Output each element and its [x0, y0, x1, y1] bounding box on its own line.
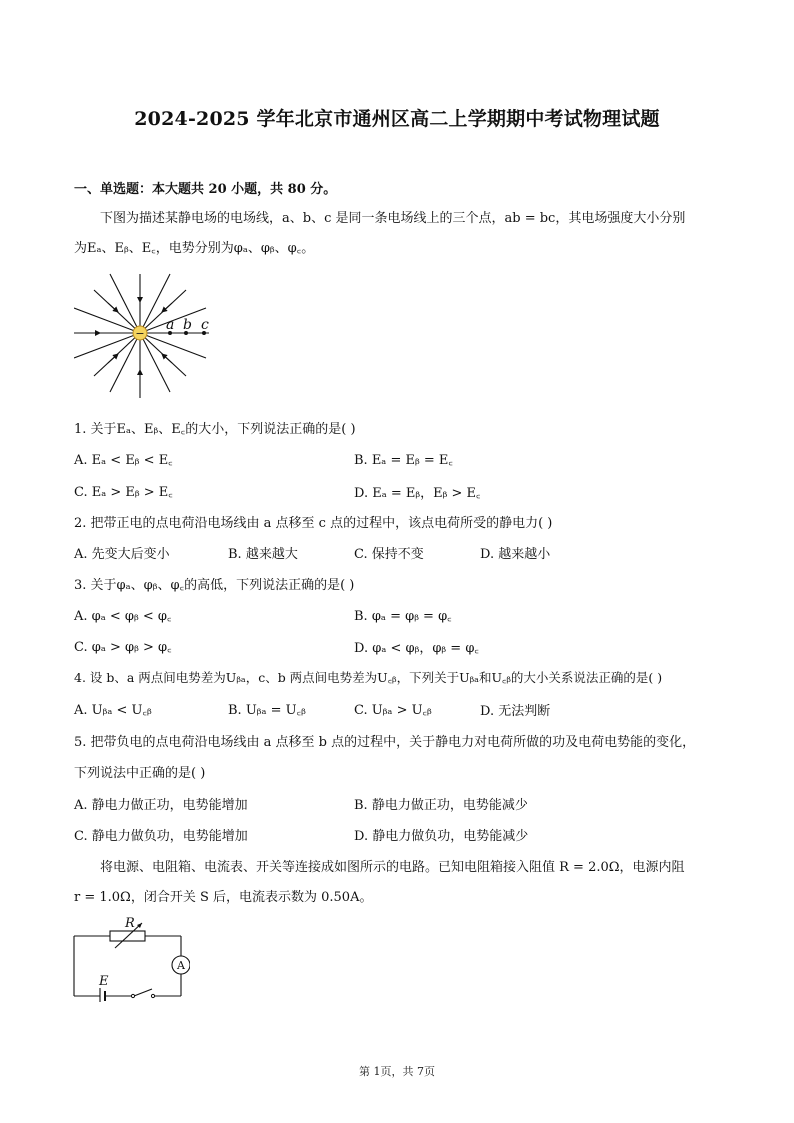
question-4-stem: 4. 设 b、a 两点间电势差为Uᵦₐ，c、b 两点间电势差为U꜀ᵦ，下列关于Uᵦₐ和U꜀ᵦ的大小关系说法正确的是( ): [74, 670, 663, 685]
question-3-option-b[interactable]: B. φₐ = φᵦ = φ꜀: [354, 609, 452, 624]
question-3-stem: 3. 关于φₐ、φᵦ、φ꜀的高低，下列说法正确的是( ): [74, 578, 355, 593]
question-1-option-c[interactable]: C. Eₐ > Eᵦ > E꜀: [74, 485, 173, 500]
circuit-intro-line2: r = 1.0Ω，闭合开关 S 后，电流表示数为 0.50A。: [74, 890, 373, 905]
point-c-label: c: [201, 317, 209, 333]
question-3-option-c[interactable]: C. φₐ > φᵦ > φ꜀: [74, 640, 172, 655]
ammeter-label: A: [177, 959, 185, 972]
resistor-label: R: [125, 916, 135, 931]
battery-label: E: [99, 974, 109, 989]
question-1-option-d[interactable]: D. Eₐ = Eᵦ，Eᵦ > E꜀: [354, 486, 481, 501]
question-4-option-d[interactable]: D. 无法判断: [480, 704, 551, 719]
circuit-figure: [70, 910, 190, 1002]
page-footer: 第 1页，共 7页: [359, 1065, 435, 1078]
point-a-label: a: [166, 317, 175, 333]
switch-contact: [151, 994, 154, 997]
question-1-option-b[interactable]: B. Eₐ = Eᵦ = E꜀: [354, 453, 453, 468]
page-title: 2024-2025 学年北京市通州区高二上学期期中考试物理试题: [134, 108, 660, 130]
question-2-stem: 2. 把带正电的点电荷沿电场线由 a 点移至 c 点的过程中，该点电荷所受的静电力( ): [74, 516, 553, 531]
intro-paragraph-line1: 下图为描述某静电场的电场线，a、b、c 是同一条电场线上的三个点，ab = bc，其电场强度大小分别: [100, 211, 686, 226]
question-5-option-a[interactable]: A. 静电力做正功，电势能增加: [74, 798, 248, 813]
charge-sign: −: [135, 327, 145, 340]
question-2-option-c[interactable]: C. 保持不变: [354, 547, 424, 562]
section-heading: 一、单选题：本大题共 20 小题，共 80 分。: [74, 182, 337, 197]
question-5-option-c[interactable]: C. 静电力做负功，电势能增加: [74, 829, 248, 844]
question-1-option-a[interactable]: A. Eₐ < Eᵦ < E꜀: [74, 453, 173, 468]
question-2-option-a[interactable]: A. 先变大后变小: [74, 547, 170, 562]
question-3-option-d[interactable]: D. φₐ < φᵦ，φᵦ = φ꜀: [354, 641, 479, 656]
question-2-option-b[interactable]: B. 越来越大: [228, 547, 298, 562]
switch-blade: [134, 989, 152, 996]
switch-pivot: [131, 994, 134, 997]
point-b-label: b: [183, 317, 192, 333]
question-4-option-c[interactable]: C. Uᵦₐ > U꜀ᵦ: [354, 703, 432, 718]
question-1-stem: 1. 关于Eₐ、Eᵦ、E꜀的大小，下列说法正确的是( ): [74, 422, 356, 437]
question-5-option-d[interactable]: D. 静电力做负功，电势能减少: [354, 829, 529, 844]
electric-field-figure: [74, 272, 224, 400]
question-5-stem-line2: 下列说法中正确的是( ): [74, 766, 206, 781]
question-4-option-b[interactable]: B. Uᵦₐ = U꜀ᵦ: [228, 703, 306, 718]
circuit-intro-line1: 将电源、电阻箱、电流表、开关等连接成如图所示的电路。已知电阻箱接入阻值 R = 2.0Ω，电源内阻: [100, 860, 685, 875]
question-3-option-a[interactable]: A. φₐ < φᵦ < φ꜀: [74, 609, 172, 624]
question-4-option-a[interactable]: A. Uᵦₐ < U꜀ᵦ: [74, 703, 152, 718]
question-5-stem-line1: 5. 把带负电的点电荷沿电场线由 a 点移至 b 点的过程中，关于静电力对电荷所做的功及电荷电势能的变化，: [74, 735, 696, 750]
question-5-option-b[interactable]: B. 静电力做正功，电势能减少: [354, 798, 528, 813]
intro-paragraph-line2: 为Eₐ、Eᵦ、E꜀，电势分别为φₐ、φᵦ、φ꜀。: [74, 241, 315, 256]
question-2-option-d[interactable]: D. 越来越小: [480, 547, 551, 562]
